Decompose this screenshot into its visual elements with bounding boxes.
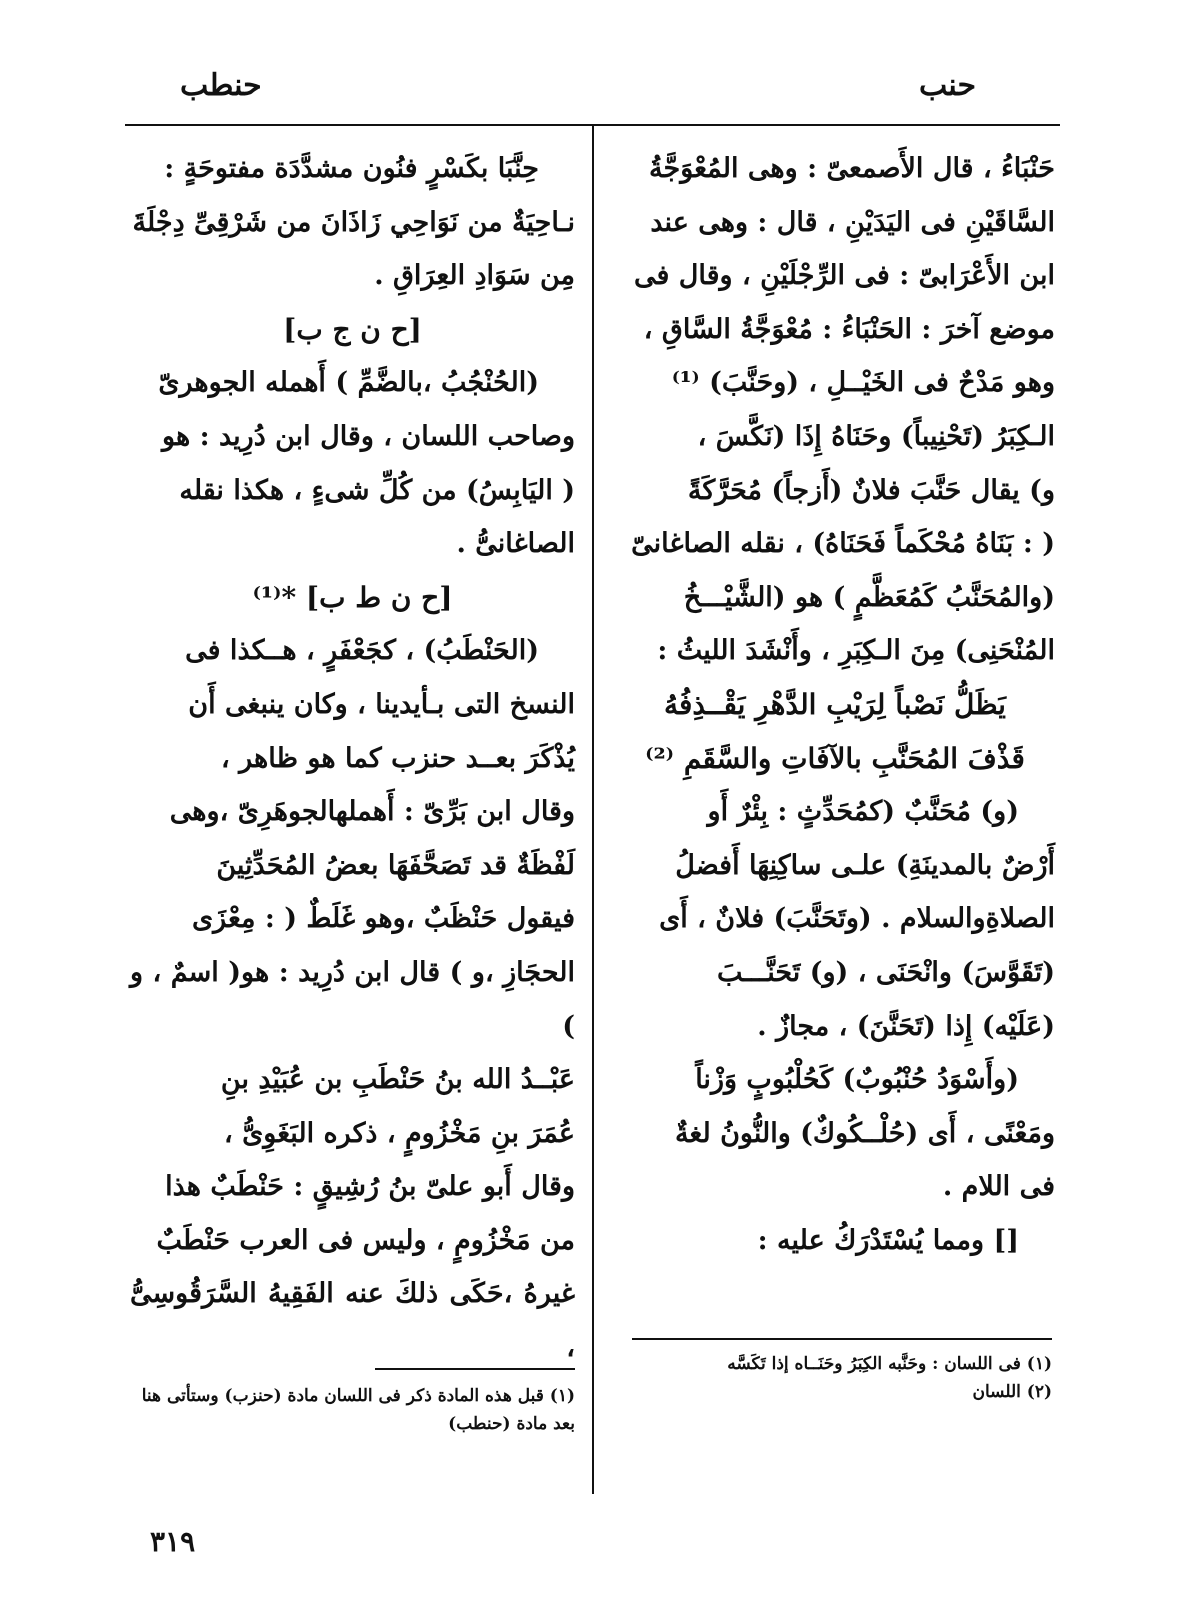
text-line: (الحُنْجُبُ ،بالضَّمِّ ) أَهمله الجوهرىّ	[158, 367, 539, 399]
text-line: ( : بَنَاهُ مُحْكَماً فَحَنَاهُ) ، نقله الصاغانىّ	[631, 528, 1055, 560]
text-line: المُنْحَنِى) مِنَ الـكِبَرِ ، وأَنْشَدَ الليثُ :	[657, 635, 1055, 667]
text-line: أَرْضٌ بالمدينَةِ) علـى ساكِنِهَا أَفضلُ	[675, 849, 1055, 881]
text-line: فيقول حَنْظَبٌ ،وهو غَلَطٌ ( : مِعْزَى	[191, 903, 575, 935]
text-line: وقال ابن بَرِّىّ : أَهملهالجوهَرِىّ ،وهى	[169, 796, 575, 828]
text-line: (الحَنْطَبُ) ، كجَعْفَرٍ ، هــكذا فى	[185, 635, 539, 667]
text-line: ابن الأَعْرَابىّ : فى الرِّجْلَيْنِ ، وقال فى	[633, 260, 1055, 292]
text-line: فى اللام .	[942, 1171, 1055, 1203]
text-line: موضع آخرَ : الحَنْبَاءُ : مُعْوَجَّةُ السَّاقِ ،	[643, 313, 1055, 345]
text-line: (و) مُحَنَّبٌ (كمُحَدِّثٍ : بِئْرٌ أَو	[707, 796, 1019, 828]
text-line: الـكِبَرُ (تَحْنِيباً) وحَنَاهُ إِذَا (نَكَّسَ ،	[697, 420, 1055, 452]
text-line: (تَقَوَّسَ) وانْحَنَى ، (و) تَحَنَّـــبَ	[716, 956, 1055, 988]
footnote: (٢) اللسان	[972, 1382, 1052, 1402]
entry-heading: [ح ن ج ب]	[283, 312, 422, 346]
text-line: نـاحِيَةٌ من نَوَاحِي زَاذَانَ من شَرْقِىِّ دِجْلَةَ	[132, 206, 575, 238]
text-line: [] ومما يُسْتَدْرَكُ عليه :	[757, 1224, 1019, 1256]
text-line: (والمُحَنَّبُ كَمُعَظَّمٍ ) هو (الشَّيْـــخُ	[683, 581, 1055, 613]
text-line: يُذْكَرَ بعــد حنزب كما هو ظاهر ،	[221, 742, 575, 774]
column-divider	[592, 126, 594, 1494]
text-line: من مَخْزُومٍ ، وليس فى العرب حَنْطَبٌ	[156, 1224, 575, 1256]
right-column	[615, 142, 1055, 1267]
text-line: الصلاةِوالسلام . (وتَحَنَّبَ) فلانٌ ، أَى	[659, 903, 1055, 935]
text-line: (وأَسْوَدُ حُنْبُوبٌ) كَحُلْبُوبٍ وَزْناً	[695, 1064, 1019, 1096]
text-line: حَنْبَاءُ ، قال الأَصمعىّ : وهى المُعْوَجَّةُ	[649, 153, 1055, 184]
left-column	[130, 142, 575, 1375]
running-head-left: حنطب	[180, 68, 262, 103]
footnote: (١) فى اللسان : وحَنَّبه الكِبَرُ وحَنَــاه إذا تَكَسَّه	[727, 1354, 1052, 1374]
footnote-rule	[632, 1338, 1052, 1340]
left-footnotes	[130, 1368, 575, 1438]
footnote: (١) قبل هذه المادة ذكر فى اللسان مادة (حنزب) وستأتى هنا بعد مادة (حنطب)	[141, 1386, 575, 1434]
verse-line: يَظَلُّ نَصْباً لِرَيْبِ الدَّهْرِ يَقْــذِفُهُ	[664, 687, 1006, 721]
text-line: لَفْظَةٌ قد تَصَحَّفَهَا بعضُ المُحَدِّثِينَ	[216, 849, 575, 881]
text-line: ومَعْنًى ، أَى (حُلْــكُوكٌ) والنُّونُ لغةٌ	[674, 1117, 1055, 1149]
page-number: ٣١٩	[150, 1525, 196, 1558]
text-line: مِن سَوَادِ العِرَاقِ .	[374, 260, 575, 292]
entry-heading: [ح ن ط ب] *⁽¹⁾	[252, 580, 453, 614]
text-line: السَّاقَيْنِ فى اليَدَيْنِ ، قال : وهى عند	[650, 206, 1055, 238]
text-line: غيرهُ ،حَكَى ذلكَ عنه الفَقِيهُ السَّرَقُوسِىُّ ،	[130, 1278, 575, 1364]
right-footnotes	[622, 1338, 1052, 1406]
text-line: الصاغانىُّ .	[456, 528, 575, 560]
text-line: ( اليَابِسُ) من كُلِّ شىءٍ ، هكذا نقله	[179, 474, 575, 506]
text-line: و) يقال حَنَّبَ فلانٌ (أَزجاً) مُحَرَّكَةً	[687, 474, 1055, 506]
text-line: وقال أَبو علىّ بنُ رُشِيقٍ : حَنْطَبٌ هذا	[165, 1171, 575, 1203]
text-line: عَبْــدُ الله بنُ حَنْطَبِ بن عُبَيْدِ بنِ	[220, 1064, 575, 1096]
text-line: الحجَازِ ،و ) قال ابن دُرِيد : هو( اسمٌ ، و )	[130, 956, 575, 1042]
text-line: وصاحب اللسان ، وقال ابن دُرِيد : هو	[162, 420, 575, 452]
text-line: (عَلَيْه) إِذا (تَحَنَّنَ) ، مجازٌ .	[757, 1010, 1055, 1042]
footnote-rule	[375, 1368, 575, 1370]
text-line: حِنَّبَا بكَسْرٍ فنُون مشدَّدَة مفتوحَةٍ :	[164, 153, 539, 184]
text-line: النسخ التى بـأيدينا ، وكان ينبغى أَن	[188, 688, 575, 720]
text-line: وهو مَدْحٌ فى الخَيْــلِ ، (وحَنَّبَ) ⁽¹⁾	[671, 367, 1055, 399]
running-head-right: حنب	[918, 68, 976, 103]
verse-line: قَذْفَ المُحَنَّبِ بالآفَاتِ والسَّقَمِ ⁽²⁾	[645, 741, 1025, 775]
text-line: عُمَرَ بنِ مَخْزُومٍ ، ذكره البَغَوِىُّ ،	[224, 1117, 575, 1149]
